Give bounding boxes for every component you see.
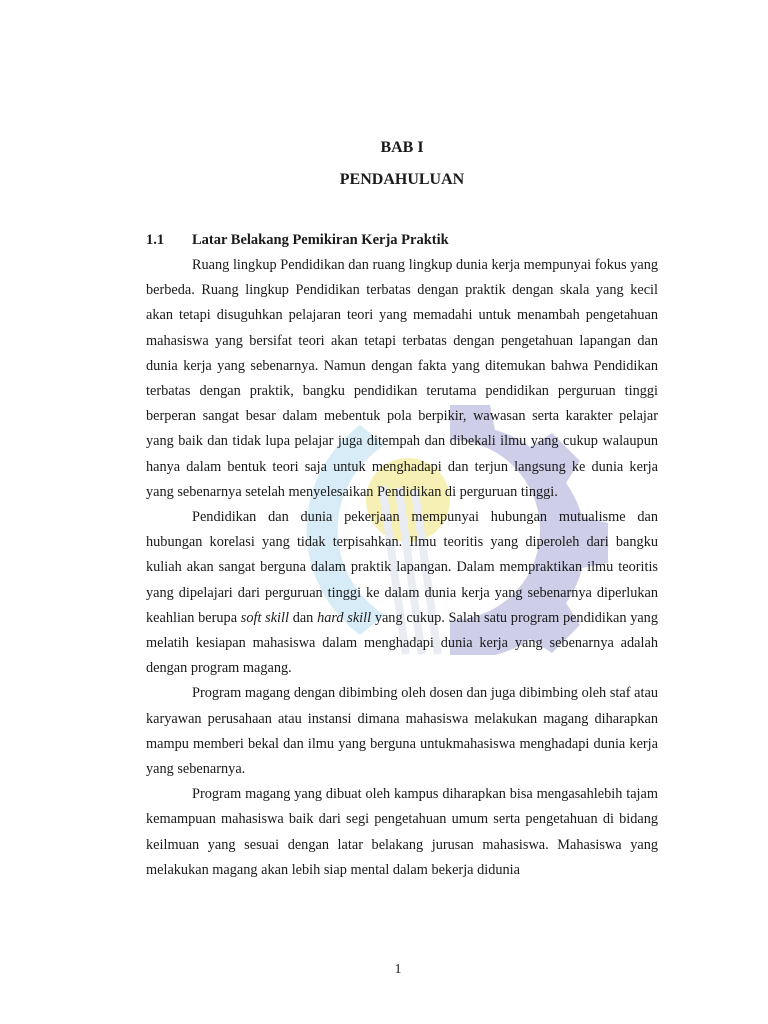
paragraph-2-italic-soft-skill: soft skill bbox=[240, 609, 289, 626]
page-number: 1 bbox=[394, 962, 402, 977]
chapter-number: BAB I bbox=[380, 139, 424, 156]
paragraph-4: Program magang yang dibuat oleh kampus diharapkan bisa mengasahlebih tajam kemampuan mahasiswa baik dari segi pengetahuan umum serta pengetahuan di bidang keilmuan yang sesuai dengan latar belakang jurusan mahasiswa. Mahasiswa yang melakukan magang akan lebih siap mental dalam bekerja didunia bbox=[146, 786, 658, 878]
paragraph-2 bbox=[146, 505, 658, 681]
section-heading bbox=[146, 231, 658, 249]
paragraph-2-middle: dan bbox=[288, 609, 318, 626]
section-title: Latar Belakang Pemikiran Kerja Praktik bbox=[192, 232, 449, 248]
paragraph-2-after: yang cukup. Salah satu program pendidikan yang melatih kesiapan mahasiswa dalam menghadapi dunia kerja yang sebenarnya adalah dengan program magang. bbox=[146, 609, 658, 677]
chapter-title: PENDAHULUAN bbox=[339, 171, 465, 188]
section-number: 1.1 bbox=[146, 232, 165, 248]
document-body bbox=[146, 128, 658, 883]
paragraph-3: Program magang dengan dibimbing oleh dosen dan juga dibimbing oleh staf atau karyawan perusahaan atau instansi dimana mahasiswa melakukan magang diharapkan mampu memberi bekal dan ilmu yang berguna untukmahasiswa menghadapi dunia kerja yang sebenarnya. bbox=[146, 685, 658, 778]
paragraph-1: Ruang lingkup Pendidikan dan ruang lingkup dunia kerja mempunyai fokus yang berbeda. Ruang lingkup Pendidikan terbatas dengan praktik dengan skala yang kecil akan tetapi disuguhkan pelajaran teori yang memadahi untuk menambah pengetahuan mahasiswa yang bersifat teori akan tetapi terbatas dengan pengetahuan lapangan dan dunia kerja yang sebenarnya. Namun dengan fakta yang ditemukan bahwa Pendidikan terbatas dengan praktik, bangku pendidikan terutama pendidikan perguruan tinggi berperan sangat besar dalam mebentuk pola berpikir, wawasan serta karakter pelajar yang baik dan tidak lupa pelajar juga ditempah dan dibekali ilmu yang cukup walaupun hanya dalam bentuk teori saja untuk menghadapi dan terjun langsung ke dunia kerja yang sebenarnya setelah menyelesaikan Pendidikan di perguruan tinggi. bbox=[146, 257, 658, 500]
paragraph-2-italic-hard-skill: hard skill bbox=[317, 609, 372, 626]
paragraph-2-before: Pendidikan dan dunia pekerjaan mempunyai hubungan mutualisme dan hubungan korelasi yang tidak terpisahkan. Ilmu teoritis yang diperoleh dari bangku kuliah akan sangat berguna dalam praktik lapangan. Dalam mempraktikan ilmu teoritis yang dipelajari dari perguruan tinggi ke dalam dunia kerja yang sebenarnya diperlukan keahlian berupa bbox=[146, 509, 658, 626]
